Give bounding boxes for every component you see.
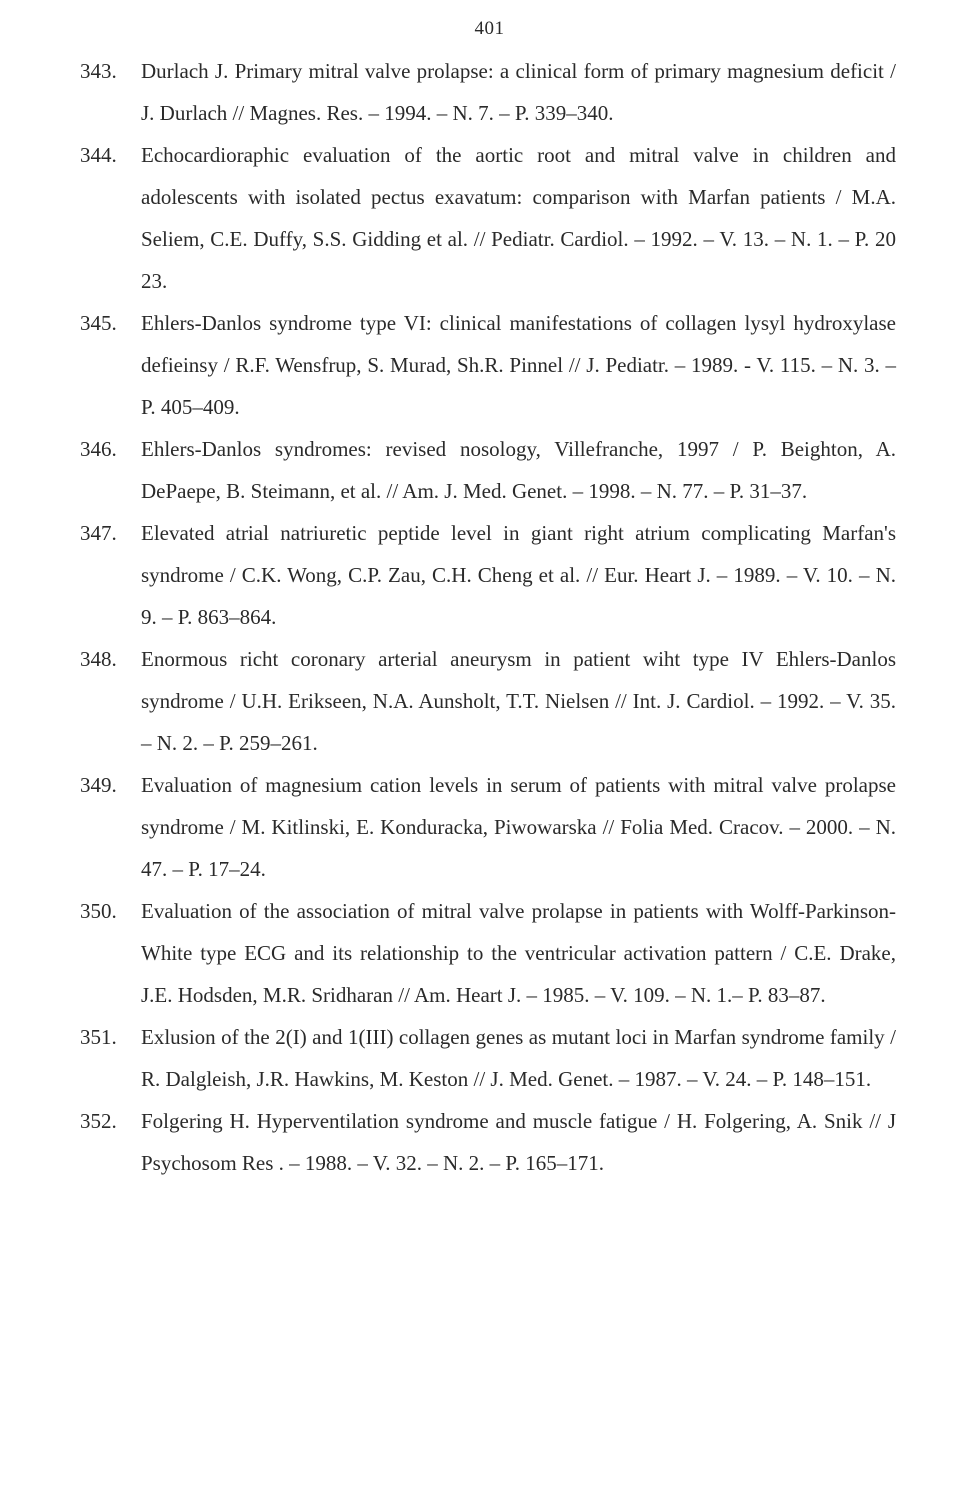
reference-number: 347. <box>80 521 117 545</box>
reference-text: Ehlers-Danlos syndrome type VI: clinical manifestations of collagen lysyl hydroxylase defieinsy / R.F. Wensfrup, S. Murad, Sh.R. Pinnel // J. Pediatr. – 1989. - V. 115. – N. 3. – P. 405–409. <box>141 311 896 419</box>
reference-text: Echocardioraphic evaluation of the aortic root and mitral valve in children and adolescents with isolated pectus exavatum: comparison with Marfan patients / M.A. Seliem, C.E. Duffy, S.S. Gidding et al. // Pediatr. Cardiol. – 1992. – V. 13. – N. 1. – P. 20 23. <box>141 143 896 293</box>
reference-text: Enormous richt coronary arterial aneurysm in patient wiht type IV Ehlers-Danlos syndrome / U.H. Erikseen, N.A. Aunsholt, T.T. Nielsen // Int. J. Cardiol. – 1992. – V. 35. – N. 2. – P. 259–261. <box>141 647 896 755</box>
reference-item <box>0 764 979 890</box>
reference-text: Elevated atrial natriuretic peptide level in giant right atrium complicating Marfan's syndrome / C.K. Wong, C.P. Zau, C.H. Cheng et al. // Eur. Heart J. – 1989. – V. 10. – N. 9. – P. 863–864. <box>141 521 896 629</box>
reference-list <box>0 50 979 1184</box>
reference-text: Ehlers-Danlos syndromes: revised nosology, Villefranche, 1997 / P. Beighton, A. DePaepe, B. Steimann, et al. // Am. J. Med. Genet. – 1998. – N. 77. – P. 31–37. <box>141 437 896 503</box>
reference-number: 348. <box>80 647 117 671</box>
reference-number: 352. <box>80 1109 117 1133</box>
reference-item <box>0 1016 979 1100</box>
reference-text: Durlach J. Primary mitral valve prolapse: a clinical form of primary magnesium deficit / J. Durlach // Magnes. Res. – 1994. – N. 7. – P. 339–340. <box>141 59 896 125</box>
reference-item <box>0 512 979 638</box>
page-number: 401 <box>474 18 505 39</box>
reference-item <box>0 134 979 302</box>
reference-item <box>0 302 979 428</box>
reference-text: Evaluation of the association of mitral valve prolapse in patients with Wolff-Parkinson-White type ECG and its relationship to the ventricular activation pattern / C.E. Drake, J.E. Hodsden, M.R. Sridharan // Am. Heart J. – 1985. – V. 109. – N. 1.– P. 83–87. <box>141 899 896 1007</box>
reference-number: 345. <box>80 311 117 335</box>
reference-number: 344. <box>80 143 117 167</box>
reference-text: Exlusion of the 2(I) and 1(III) collagen genes as mutant loci in Marfan syndrome family / R. Dalgleish, J.R. Hawkins, M. Keston // J. Med. Genet. – 1987. – V. 24. – P. 148–151. <box>141 1025 896 1091</box>
reference-text: Evaluation of magnesium cation levels in serum of patients with mitral valve prolapse syndrome / M. Kitlinski, E. Konduracka, Piwowarska // Folia Med. Cracov. – 2000. – N. 47. – P. 17–24. <box>141 773 896 881</box>
reference-number: 351. <box>80 1025 117 1049</box>
reference-number: 343. <box>80 59 117 83</box>
reference-text: Folgering H. Hyperventilation syndrome and muscle fatigue / H. Folgering, A. Snik // J Psychosom Res . – 1988. – V. 32. – N. 2. – P. 165–171. <box>141 1109 896 1175</box>
reference-item <box>0 638 979 764</box>
reference-number: 350. <box>80 899 117 923</box>
reference-item <box>0 890 979 1016</box>
reference-number: 349. <box>80 773 117 797</box>
reference-number: 346. <box>80 437 117 461</box>
reference-item <box>0 1100 979 1184</box>
reference-item <box>0 428 979 512</box>
reference-item <box>0 50 979 134</box>
